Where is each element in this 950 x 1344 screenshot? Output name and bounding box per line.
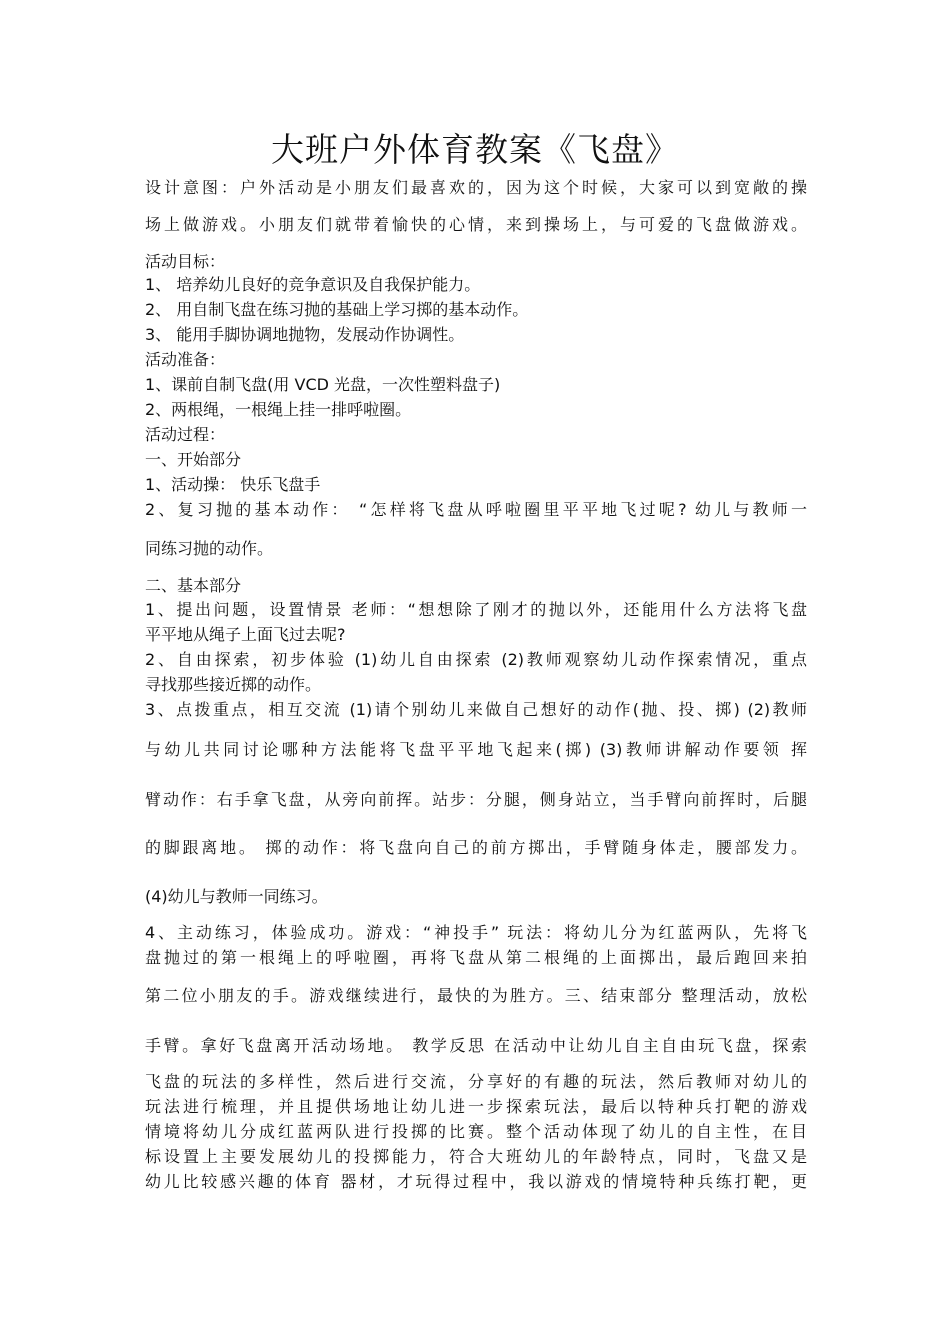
- text-line: 玩法进行梳理，并且提供场地让幼儿进一步探索玩法，最后以特种兵打靶的游戏: [145, 1097, 807, 1116]
- text-line: 设计意图：户外活动是小朋友们最喜欢的，因为这个时候，大家可以到宽敞的操: [145, 178, 807, 197]
- text-line: 2、 用自制飞盘在练习抛的基础上学习掷的基本动作。: [145, 300, 529, 319]
- text-line: 同练习抛的动作。: [145, 539, 274, 558]
- text-line: 活动目标：: [145, 252, 226, 271]
- text-line: 2、复习抛的基本动作： “怎样将飞盘从呼啦圈里平平地飞过呢? 幼儿与教师一: [145, 500, 807, 519]
- text-line: 寻找那些接近掷的动作。: [145, 675, 322, 694]
- text-line: 臂动作：右手拿飞盘，从旁向前挥。站步：分腿，侧身站立，当手臂向前挥时，后腿: [145, 790, 807, 809]
- text-line: 活动准备：: [145, 350, 226, 369]
- text-line: 与幼儿共同讨论哪种方法能将飞盘平平地飞起来(掷) (3)教师讲解动作要领 挥: [145, 740, 807, 759]
- text-line: (4)幼儿与教师一同练习。: [145, 887, 328, 906]
- text-line: 3、 能用手脚协调地抛物，发展动作协调性。: [145, 325, 465, 344]
- text-line: 手臂。拿好飞盘离开活动场地。 教学反思 在活动中让幼儿自主自由玩飞盘，探索: [145, 1036, 807, 1055]
- text-line: 飞盘的玩法的多样性，然后进行交流，分享好的有趣的玩法，然后教师对幼儿的: [145, 1072, 807, 1091]
- text-line: 3、点拨重点，相互交流 (1)请个别幼儿来做自己想好的动作(抛、投、掷) (2)教师: [145, 700, 807, 719]
- text-line: 一、开始部分: [145, 450, 242, 469]
- text-line: 场上做游戏。小朋友们就带着愉快的心情，来到操场上，与可爱的飞盘做游戏。: [145, 215, 807, 234]
- text-line: 1、 培养幼儿良好的竞争意识及自我保护能力。: [145, 275, 481, 294]
- text-line: 1、课前自制飞盘(用 VCD 光盘，一次性塑料盘子): [145, 375, 501, 394]
- text-line: 情境将幼儿分成红蓝两队进行投掷的比赛。整个活动体现了幼儿的自主性，在目: [145, 1122, 807, 1141]
- text-line: 幼儿比较感兴趣的体育 器材，才玩得过程中，我以游戏的情境特种兵练打靶，更: [145, 1172, 807, 1191]
- document-title: 大班户外体育教案《飞盘》: [271, 130, 679, 169]
- text-line: 4、主动练习，体验成功。游戏：“神投手” 玩法：将幼儿分为红蓝两队，先将飞: [145, 923, 807, 942]
- text-line: 2、自由探索，初步体验 (1)幼儿自由探索 (2)教师观察幼儿动作探索情况，重点: [145, 650, 807, 669]
- text-line: 盘抛过的第一根绳上的呼啦圈，再将飞盘从第二根绳的上面掷出，最后跑回来拍: [145, 948, 807, 967]
- text-line: 标设置上主要发展幼儿的投掷能力，符合大班幼儿的年龄特点，同时，飞盘又是: [145, 1147, 807, 1166]
- text-line: 平平地从绳子上面飞过去呢?: [145, 625, 346, 644]
- text-line: 2、两根绳，一根绳上挂一排呼啦圈。: [145, 400, 412, 419]
- text-line: 第二位小朋友的手。游戏继续进行，最快的为胜方。三、结束部分 整理活动，放松: [145, 986, 807, 1005]
- text-line: 二、基本部分: [145, 576, 242, 595]
- text-line: 活动过程：: [145, 425, 226, 444]
- text-line: 1、活动操： 快乐飞盘手: [145, 475, 321, 494]
- text-line: 的脚跟离地。 掷的动作：将飞盘向自己的前方掷出，手臂随身体走，腰部发力。: [145, 838, 807, 857]
- text-line: 1、提出问题，设置情景 老师：“想想除了刚才的抛以外，还能用什么方法将飞盘: [145, 600, 807, 619]
